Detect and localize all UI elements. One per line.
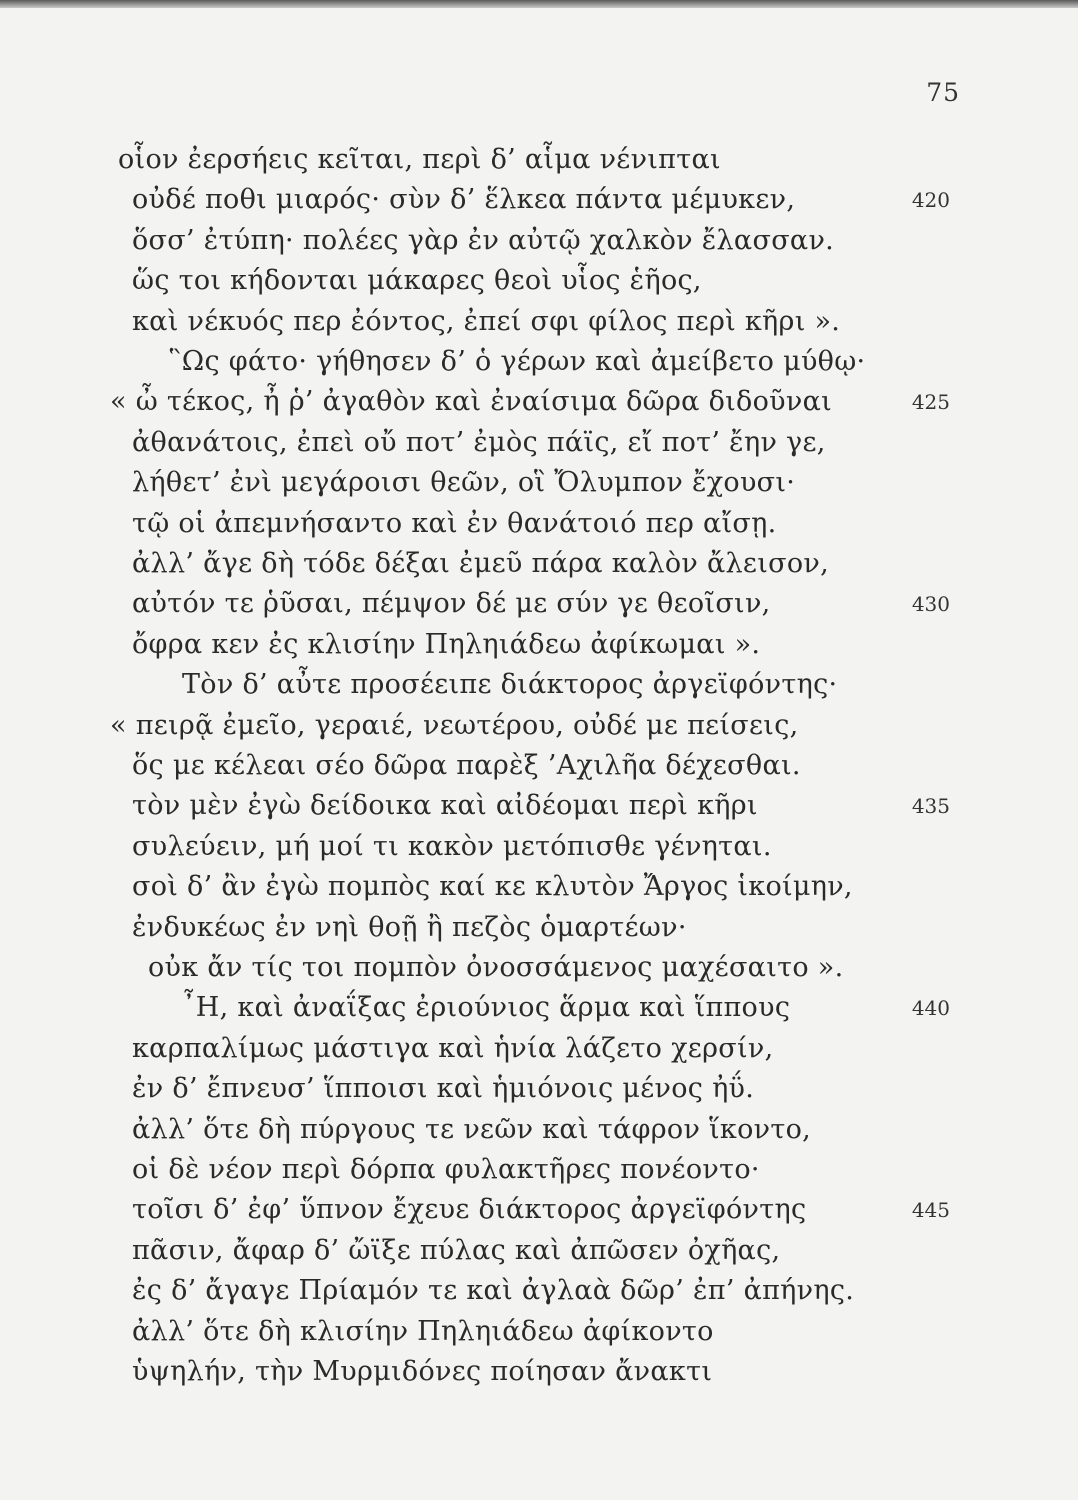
line-number: 440 xyxy=(911,996,950,1021)
verse-line: αὐτόν τε ῥῦσαι, πέμψον δέ με σύν γε θεοῖσιν, xyxy=(132,588,771,620)
verse-line: ὅσσ’ ἐτύπη· πολέες γὰρ ἐν αὐτῷ χαλκὸν ἔλασσαν. xyxy=(132,224,835,256)
verse-line: ῝Ως φάτο· γήθησεν δ’ ὁ γέρων καὶ ἀμείβετο μύθῳ· xyxy=(168,346,866,377)
verse-line: καρπαλίμως μάστιγα καὶ ἡνία λάζετο χερσίν, xyxy=(132,1032,774,1064)
verse-line: οἷον ἐερσήεις κεῖται, περὶ δ’ αἷμα νένιπται xyxy=(118,144,721,175)
verse-line: σοὶ δ’ ἂν ἐγὼ πομπὸς καί κε κλυτὸν Ἄργος ἱκοίμην, xyxy=(132,871,853,903)
line-number: 445 xyxy=(911,1198,950,1223)
verse-line: οὐδέ ποθι μιαρός· σὺν δ’ ἕλκεα πάντα μέμυκεν, xyxy=(132,184,796,216)
verse-line: Τὸν δ’ αὖτε προσέειπε διάκτορος ἀργεϊφόντης· xyxy=(182,669,838,701)
page-number: 75 xyxy=(926,78,960,107)
verse-line: ἀθανάτοις, ἐπεὶ οὔ ποτ’ ἐμὸς πάϊς, εἴ ποτ’ ἔην γε, xyxy=(132,426,826,458)
verse-line: ἀλλ’ ὅτε δὴ πύργους τε νεῶν καὶ τάφρον ἵκοντο, xyxy=(132,1113,812,1145)
verse-line: ὥς τοι κήδονται μάκαρες θεοὶ υἷος ἑῆος, xyxy=(132,265,702,297)
verse-line: καὶ νέκυός περ ἐόντος, ἐπεί σφι φίλος περὶ κῆρι ». xyxy=(132,305,841,337)
verse-line: τοῖσι δ’ ἐφ’ ὕπνον ἔχευε διάκτορος ἀργεϊφόντης xyxy=(132,1194,807,1226)
line-number: 420 xyxy=(911,188,950,213)
verse-line: τὸν μὲν ἐγὼ δείδοικα καὶ αἰδέομαι περὶ κῆρι xyxy=(132,790,758,822)
verse-line: ὑψηλήν, τὴν Μυρμιδόνες ποίησαν ἄνακτι xyxy=(132,1356,713,1387)
line-number: 430 xyxy=(911,592,950,617)
verse-line: ἀλλ’ ὅτε δὴ κλισίην Πηληιάδεω ἀφίκοντο xyxy=(132,1315,714,1347)
line-number: 435 xyxy=(911,794,950,819)
verse-line: πᾶσιν, ἄφαρ δ’ ὤϊξε πύλας καὶ ἀπῶσεν ὀχῆας, xyxy=(132,1234,781,1266)
verse-line: οἱ δὲ νέον περὶ δόρπα φυλακτῆρες πονέοντο· xyxy=(132,1154,760,1185)
verse-line: ἐν δ’ ἔπνευσ’ ἵπποισι καὶ ἡμιόνοις μένος ἠΰ. xyxy=(132,1073,755,1105)
verse-line: ἐς δ’ ἄγαγε Πρίαμόν τε καὶ ἀγλαὰ δῶρ’ ἐπ’ ἀπήνης. xyxy=(132,1275,855,1307)
verse-line: τῷ οἱ ἀπεμνήσαντο καὶ ἐν θανάτοιό περ αἴσῃ. xyxy=(132,507,777,539)
verse-line: οὐκ ἄν τίς τοι πομπὸν ὀνοσσάμενος μαχέσαιτο ». xyxy=(148,952,844,983)
line-number: 425 xyxy=(911,390,950,415)
verse-line: λήθετ’ ἐνὶ μεγάροισι θεῶν, οἳ Ὄλυμπον ἔχουσι· xyxy=(132,467,796,499)
verse-line: « ὦ τέκος, ἦ ῥ’ ἀγαθὸν καὶ ἐναίσιμα δῶρα διδοῦναι xyxy=(110,386,832,418)
verse-line: ἀλλ’ ἄγε δὴ τόδε δέξαι ἐμεῦ πάρα καλὸν ἄλεισον, xyxy=(132,548,829,579)
verse-line: ὅς με κέλεαι σέο δῶρα παρὲξ ’Αχιλῆα δέχεσθαι. xyxy=(132,750,801,781)
verse-line: ῏Η, καὶ ἀναΐξας ἐριούνιος ἅρμα καὶ ἵππους xyxy=(182,992,791,1024)
verse-line: ἐνδυκέως ἐν νηὶ θοῇ ἢ πεζὸς ὁμαρτέων· xyxy=(132,911,687,943)
verse-line: « πειρᾷ ἐμεῖο, γεραιέ, νεωτέρου, οὐδέ με πείσεις, xyxy=(110,709,799,741)
verse-line: ὄφρα κεν ἐς κλισίην Πηληιάδεω ἀφίκωμαι ». xyxy=(132,628,761,660)
verse-line: συλεύειν, μή μοί τι κακὸν μετόπισθε γένηται. xyxy=(132,830,772,862)
